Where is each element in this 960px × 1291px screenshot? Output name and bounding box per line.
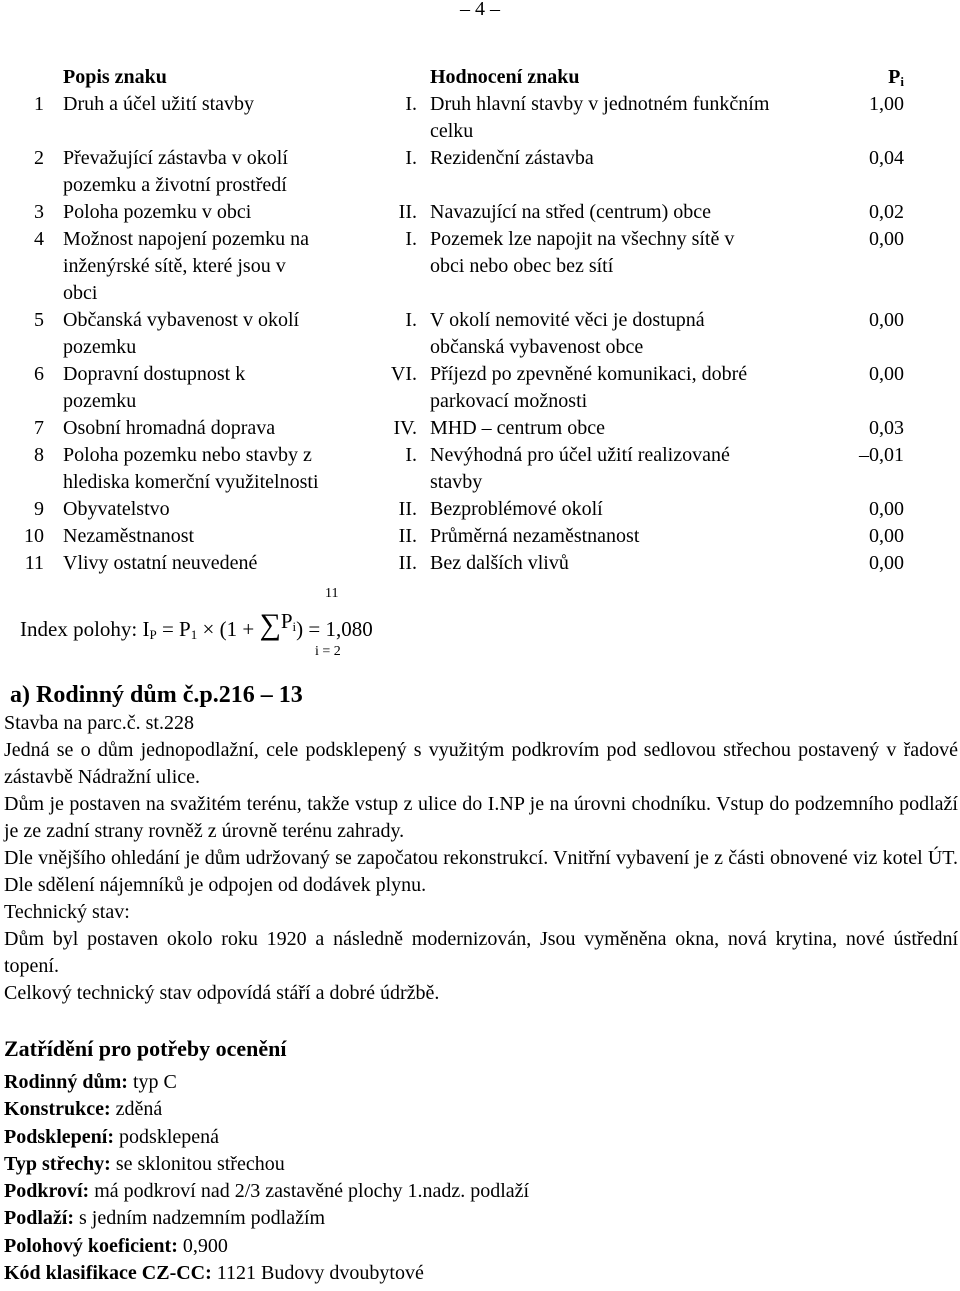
table-row [0,226,960,307]
row-number: 6 [34,363,44,385]
row-description-line: Převažující zástavba v okolí [63,147,288,169]
row-grade-text-line: obci nebo obec bez sítí [430,255,614,277]
table-row [0,199,960,226]
paragraph: Technický stav: [4,901,130,923]
row-value: 0,00 [869,525,904,547]
row-description [63,523,383,550]
paragraph: Stavba na parc.č. st.228 [4,712,194,734]
row-grade-text [430,496,842,523]
row-number: 3 [34,201,44,223]
row-number: 11 [24,552,44,574]
row-grade-text-line: Druh hlavní stavby v jednotném funkčním [430,93,770,115]
row-description-line: pozemku [63,390,137,412]
classification-item: Polohový koeficient: 0,900 [4,1234,228,1257]
row-value: 0,02 [869,201,904,223]
row-description-line: Osobní hromadná doprava [63,417,276,439]
row-description [63,415,383,442]
row-number: 4 [34,228,44,250]
row-grade-text [430,550,842,577]
row-description [63,496,383,523]
header-val: $P_i$ [888,66,904,89]
row-grade-text-line: Bezproblémové okolí [430,498,603,520]
row-grade: I. [405,228,417,250]
row-grade-text-line: Pozemek lze napojit na všechny sítě v [430,228,735,250]
row-grade-text-line: MHD – centrum obce [430,417,605,439]
row-description-line: Možnost napojení pozemku na [63,228,310,250]
row-description-line: Druh a účel užití stavby [63,93,255,115]
row-grade-text-line: stavby [430,471,483,493]
row-grade: IV. [393,417,417,439]
row-number: 1 [34,93,44,115]
row-grade-text-line: občanská vybavenost obce [430,336,644,358]
row-value: 0,00 [869,498,904,520]
table-row [0,442,960,496]
row-description-line: pozemku a životní prostředí [63,174,287,196]
sum-sign: ∑ [259,608,281,641]
header-desc: Popis znaku [63,66,167,88]
table-row [0,550,960,577]
row-value: 0,00 [869,228,904,250]
paragraph: Dům je postaven na svažitém terénu, takže vstup z ulice do I.NP je na úrovni chodníku. Vstup do podzemního podlaží je ze zadní strany rovněž z úrovně terénu zahrady. [4,793,958,842]
row-grade: II. [398,525,417,547]
formula-expression: Index polohy: $I_P = P_1 \times (1 + \sum P_i) = 1,080$ [20,608,373,642]
sum-lower-limit: i = 2 [315,644,341,659]
row-description-line: Vlivy ostatní neuvedené [63,552,258,574]
section-body [4,710,958,1007]
row-description [63,226,383,307]
classification-heading: Zatřídění pro potřeby ocenění [4,1036,287,1061]
row-grade-text [430,442,842,496]
row-number: 10 [24,525,44,547]
table-header [0,64,960,91]
row-description-line: inženýrské sítě, které jsou v [63,255,286,277]
classification-item: Podkroví: má podkroví nad 2/3 zastavěné plochy 1.nadz. podlaží [4,1180,530,1203]
header-grade: Hodnocení znaku [430,66,580,88]
table-row [0,361,960,415]
row-number: 8 [34,444,44,466]
row-value: 0,00 [869,309,904,331]
paragraph: Dům byl postaven okolo roku 1920 a následně modernizován, Jsou vyměněna okna, nová krytina, nové ústřední topení. [4,928,958,977]
paragraph: Dle vnějšího ohledání je dům udržovaný se započatou rekonstrukcí. Vnitřní vybavení je z části obnovené viz kotel ÚT. Dle sdělení nájemníků je odpojen od dodávek plynu. [4,847,958,896]
row-number: 2 [34,147,44,169]
paragraph: Celkový technický stav odpovídá stáří a dobré údržbě. [4,982,440,1004]
classification-item: Typ střechy: se sklonitou střechou [4,1152,285,1175]
row-value: 0,04 [869,147,904,169]
classification-item: Podsklepení: podsklepená [4,1125,220,1148]
location-index-formula [20,576,580,660]
row-grade-text-line: Příjezd po zpevněné komunikaci, dobré [430,363,748,385]
row-grade: I. [405,147,417,169]
row-description-line: Nezaměstnanost [63,525,195,547]
row-grade-text [430,415,842,442]
row-description [63,307,383,361]
row-grade: II. [398,498,417,520]
row-grade-text [430,199,842,226]
row-grade-text-line: Bez dalších vlivů [430,552,569,574]
row-description-line: pozemku [63,336,137,358]
row-description-line: Občanská vybavenost v okolí [63,309,300,331]
row-description-line: Obyvatelstvo [63,498,170,520]
row-description-line: Dopravní dostupnost k [63,363,246,385]
location-index-table [0,64,960,577]
table-row [0,496,960,523]
row-description-line: Poloha pozemku v obci [63,201,252,223]
row-grade: II. [398,201,417,223]
row-grade-text [430,226,842,280]
row-description [63,442,383,496]
row-grade: I. [405,309,417,331]
row-value: 0,03 [869,417,904,439]
row-description-line: Poloha pozemku nebo stavby z [63,444,312,466]
row-value: –0,01 [859,444,904,466]
section-heading: a) Rodinný dům č.p.216 – 13 [10,682,303,708]
paragraph: Jedná se o dům jednopodlažní, cele podsklepený s využitým podkrovím pod sedlovou střechou postavený v řadové zástavbě Nádražní ulice. [4,739,958,788]
table-row [0,91,960,145]
row-grade-text [430,307,842,361]
classification-item: Kód klasifikace CZ-CC: 1121 Budovy dvoubytové [4,1262,424,1285]
classification-item: Podlaží: s jedním nadzemním podlažím [4,1207,326,1230]
row-grade-text [430,145,842,172]
sum-upper-limit: 11 [325,586,339,601]
row-number: 7 [34,417,44,439]
table-row [0,307,960,361]
row-grade-text [430,91,842,145]
row-description [63,361,383,415]
row-grade-text-line: V okolí nemovité věci je dostupná [430,309,705,331]
row-grade-text-line: Navazující na střed (centrum) obce [430,201,711,223]
row-number: 5 [34,309,44,331]
table-row [0,145,960,199]
row-description [63,145,383,199]
row-grade-text-line: parkovací možnosti [430,390,588,412]
row-description [63,550,383,577]
row-grade-text [430,523,842,550]
classification-item: Rodinný dům: typ C [4,1071,177,1093]
row-grade: I. [405,93,417,115]
table-row [0,415,960,442]
row-grade-text-line: Nevýhodná pro účel užití realizované [430,444,730,466]
row-value: 0,00 [869,363,904,385]
row-grade: I. [405,444,417,466]
row-value: 0,00 [869,552,904,574]
table-body [0,91,960,577]
row-value: 1,00 [869,93,904,115]
row-grade-text [430,361,842,415]
row-description-line: obci [63,282,98,304]
row-description [63,199,383,226]
row-grade: VI. [390,363,417,385]
row-grade: II. [398,552,417,574]
row-number: 9 [34,498,44,520]
row-grade-text-line: Průměrná nezaměstnanost [430,525,640,547]
table-row [0,523,960,550]
classification-list [4,1069,904,1287]
row-grade-text-line: Rezidenční zástavba [430,147,594,169]
page-number: – 4 – [460,0,500,20]
classification-item: Konstrukce: zděná [4,1098,163,1121]
row-description [63,91,383,118]
row-description-line: hlediska komerční využitelnosti [63,471,319,493]
row-grade-text-line: celku [430,120,474,142]
